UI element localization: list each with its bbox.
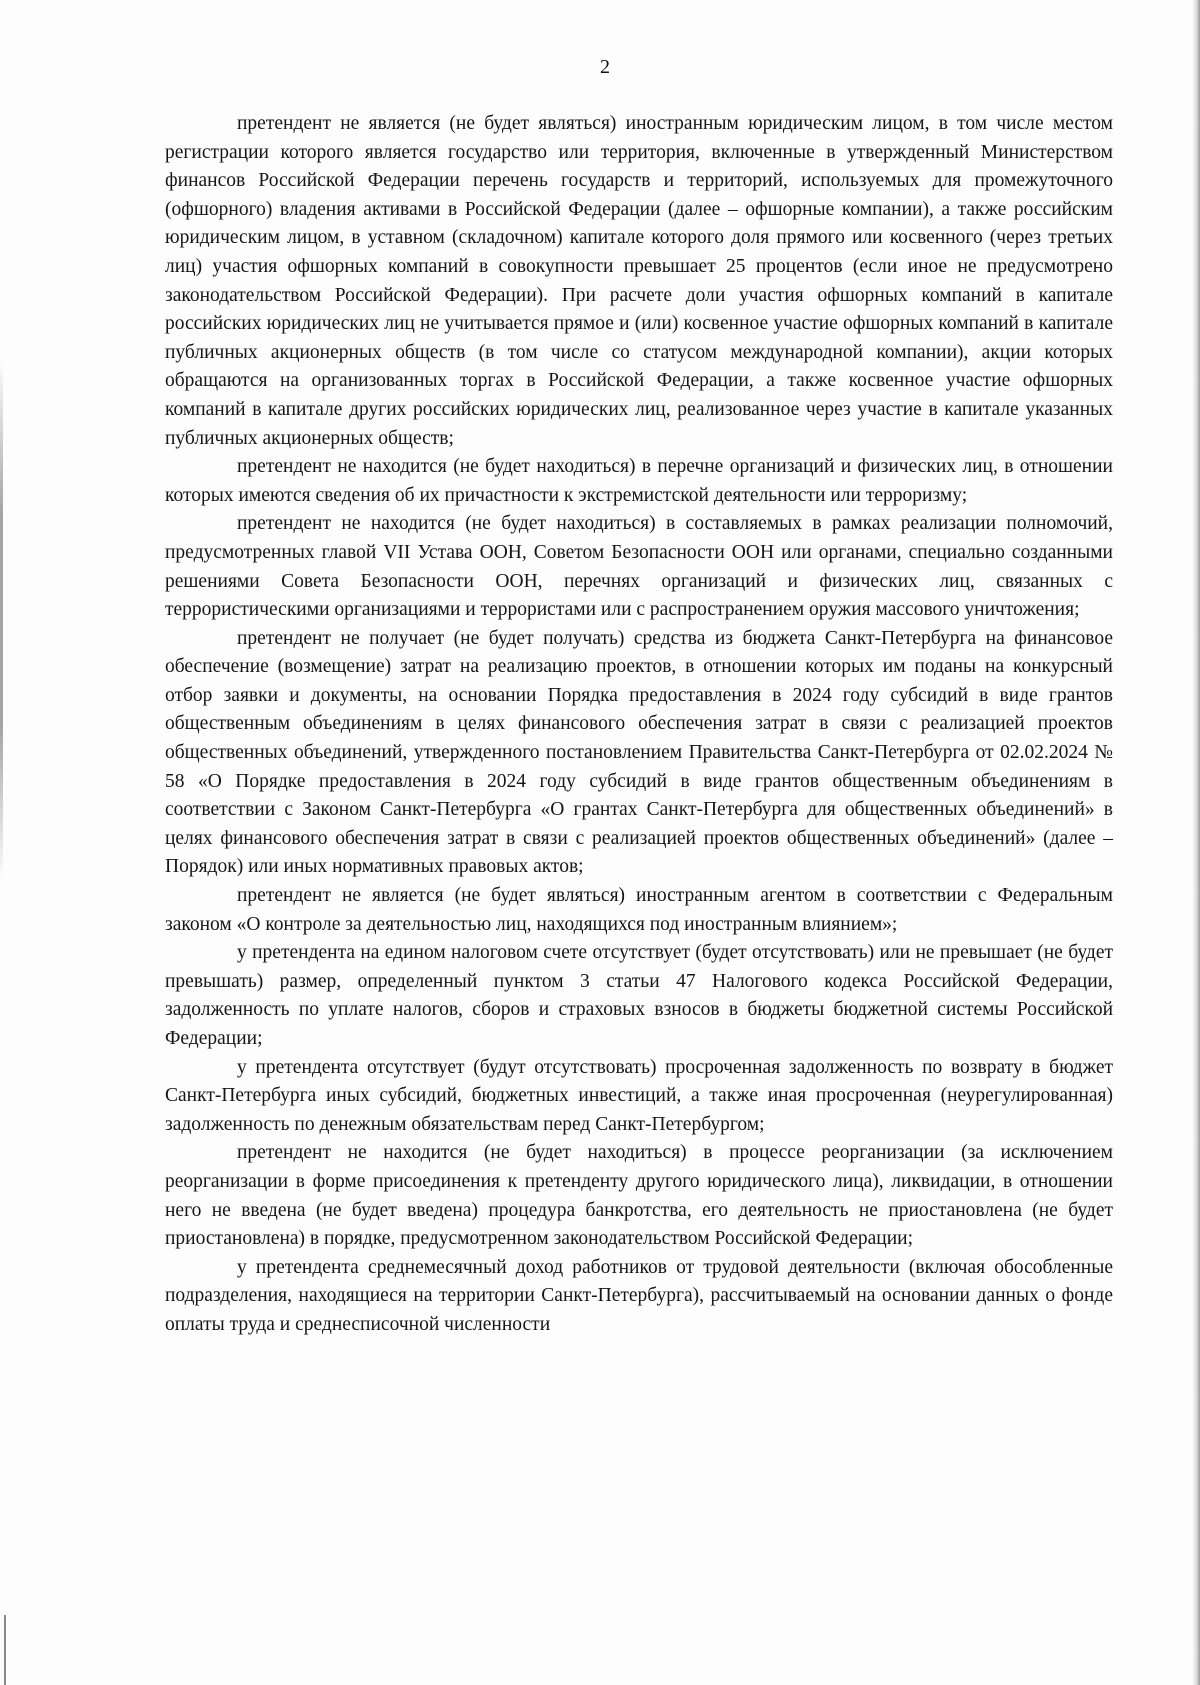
page-number: 2 — [600, 56, 610, 78]
scan-margin-mark — [0, 360, 3, 880]
paragraph-offshore: претендент не является (не будет являться) иностранным юридическим лицом, в том числе местом регистрации которого является государство или территория, включенные в утвержденный Министерством финансов Российской Федерации перечень государств и территорий, используемых для промежуточного (офшорного) владения активами в Российской Федерации (далее – офшорные компании), а также российским юридическим лицом, в уставном (складочном) капитале которого доля прямого или косвенного (через третьих лиц) участия офшорных компаний в совокупности превышает 25 процентов (если иное не предусмотрено законодательством Российской Федерации). При расчете доли участия офшорных компаний в капитале российских юридических лиц не учитывается прямое и (или) косвенное участие офшорных компаний в капитале публичных акционерных обществ (в том числе со статусом международной компании), акции которых обращаются на организованных торгах в Российской Федерации, а также косвенное участие офшорных компаний в капитале других российских юридических лиц, реализованное через участие в капитале указанных публичных акционерных обществ; — [165, 113, 1113, 449]
paragraph-tax-debt: у претендента на едином налоговом счете отсутствует (будет отсутствовать) или не превышает (не будет превышать) размер, определенный пунктом 3 статьи 47 Налогового кодекса Российской Федерации, задолженность по уплате налогов, сборов и страховых взносов в бюджеты бюджетной системы Российской Федерации; — [165, 942, 1113, 1049]
paragraph-average-income: у претендента среднемесячный доход работников от трудовой деятельности (включая обособленные подразделения, находящиеся на территории Санкт-Петербурга), рассчитываемый на основании данных о фонде оплаты труда и среднесписочной численности — [165, 1256, 1113, 1335]
paragraph-overdue-debt: у претендента отсутствует (будут отсутствовать) просроченная задолженность по возврату в бюджет Санкт-Петербурга иных субсидий, бюджетных инвестиций, а также иная просроченная (неурегулированная) задолженность по денежным обязательствам перед Санкт-Петербургом; — [165, 1056, 1113, 1135]
paragraph-un-sanctions: претендент не находится (не будет находиться) в составляемых в рамках реализации полномочий, предусмотренных главой VII Устава ООН, Советом Безопасности ООН или органами, специально созданными решениями Совета Безопасности ООН, перечнях организаций и физических лиц, связанных с террористическими организациями и террористами или с распространением оружия массового уничтожения; — [165, 513, 1113, 621]
document-body — [165, 110, 1113, 1340]
paragraph-extremism: претендент не находится (не будет находиться) в перечне организаций и физических лиц, в отношении которых имеются сведения об их причастности к экстремистской деятельности или терроризму; — [165, 456, 1113, 506]
scan-margin-mark — [4, 1615, 6, 1685]
paragraph-budget-funds: претендент не получает (не будет получать) средства из бюджета Санкт-Петербурга на финансовое обеспечение (возмещение) затрат на реализацию проектов, в отношении которых им поданы на конкурсный отбор заявки и документы, на основании Порядка предоставления в 2024 году субсидий в виде грантов общественным объединениям в целях финансового обеспечения затрат в связи с реализацией проектов общественных объединений, утвержденного постановлением Правительства Санкт-Петербурга от 02.02.2024 № 58 «О Порядке предоставления в 2024 году субсидий в виде грантов общественным объединениям в соответствии с Законом Санкт-Петербурга «О грантах Санкт-Петербурга для общественных объединений» в целях финансового обеспечения затрат в связи с реализацией проектов общественных объединений» (далее – Порядок) или иных нормативных правовых актов; — [165, 627, 1113, 878]
scan-edge-shadow — [1192, 0, 1200, 1685]
paragraph-foreign-agent: претендент не является (не будет являться) иностранным агентом в соответствии с Федеральным законом «О контроле за деятельностью лиц, находящихся под иностранным влиянием»; — [165, 885, 1113, 935]
paragraph-reorganization: претендент не находится (не будет находиться) в процессе реорганизации (за исключением реорганизации в форме присоединения к претенденту другого юридического лица), ликвидации, в отношении него не введена (не будет введена) процедура банкротства, его деятельность не приостановлена (не будет приостановлена) в порядке, предусмотренном законодательством Российской Федерации; — [165, 1142, 1113, 1250]
